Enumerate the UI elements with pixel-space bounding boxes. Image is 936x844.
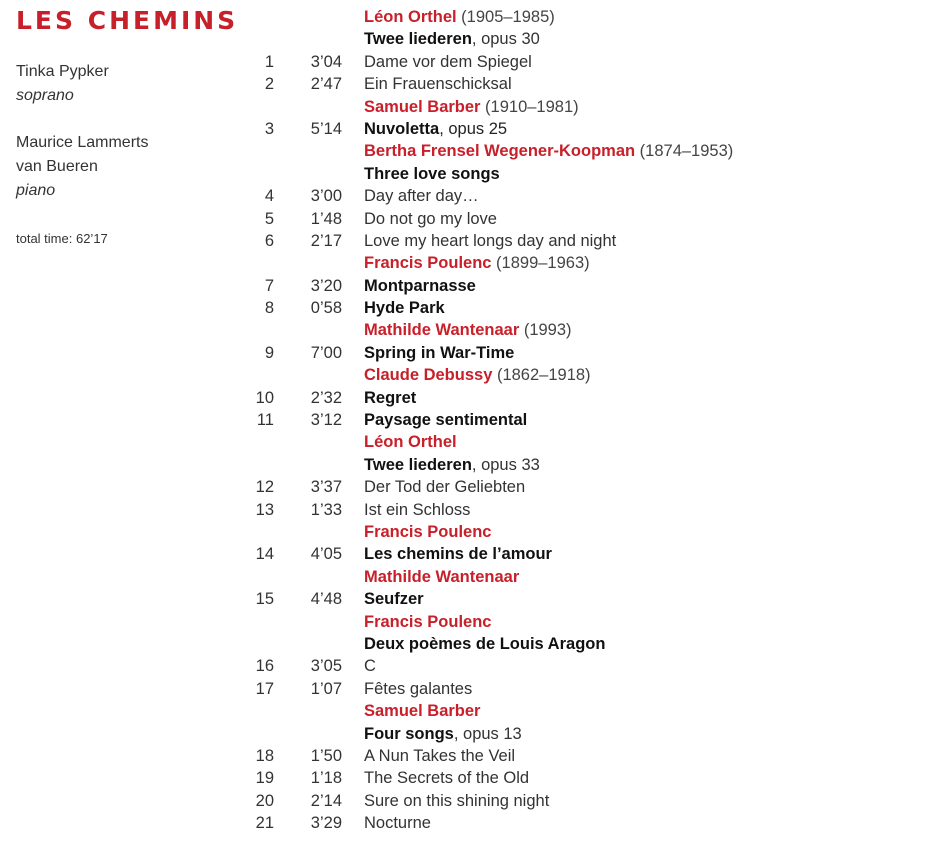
- track-row: [250, 275, 810, 297]
- track-row: [250, 387, 810, 409]
- composer-dates: (1993): [519, 321, 572, 340]
- track-title-wrap: [364, 655, 376, 677]
- track-row: [250, 767, 810, 789]
- track-number: 20: [255, 791, 274, 810]
- track-title: Nuvoletta: [364, 119, 440, 138]
- track-number: 1: [264, 52, 274, 71]
- track-row: [250, 51, 810, 73]
- work-opus: , opus 30: [471, 30, 540, 49]
- track-duration: 3’12: [310, 411, 342, 430]
- track-title-wrap: [364, 767, 529, 789]
- work-row: [250, 723, 810, 745]
- track-duration: 3’05: [310, 657, 342, 676]
- track-duration: 2’14: [310, 791, 342, 810]
- composer-name: Léon Orthel: [364, 8, 457, 26]
- composer-heading: [364, 96, 579, 118]
- track-title-wrap: [364, 73, 512, 95]
- track-duration: 3’20: [310, 276, 342, 295]
- track-title-wrap: [364, 342, 514, 364]
- track-title-wrap: [364, 812, 431, 834]
- performer-name: Tinka Pypker: [16, 63, 109, 80]
- track-duration: 1’18: [310, 769, 342, 788]
- track-duration: 4’05: [310, 545, 342, 564]
- work-opus: , opus 13: [453, 724, 522, 743]
- work-title: Three love songs: [364, 164, 500, 183]
- track-duration: 3’00: [310, 187, 342, 206]
- track-row: [250, 745, 810, 767]
- track-title-wrap: [364, 745, 515, 767]
- composer-name: Claude Debussy: [364, 366, 493, 385]
- composer-dates: (1862–1918): [492, 366, 591, 385]
- track-title-wrap: [364, 476, 525, 498]
- track-duration: 2’32: [310, 388, 342, 407]
- track-title-wrap: [364, 588, 424, 610]
- composer-name: Francis Poulenc: [364, 254, 492, 273]
- composer-name: Bertha Frensel Wegener-Koopman: [364, 142, 636, 161]
- track-number: 8: [264, 299, 274, 318]
- composer-heading: [364, 6, 555, 28]
- work-opus: , opus 33: [471, 455, 540, 474]
- work-row: [250, 633, 810, 655]
- track-number: 13: [255, 500, 274, 519]
- track-duration: 2’17: [310, 231, 342, 250]
- track-row: [250, 73, 810, 95]
- composer-row: [250, 364, 810, 386]
- track-row: [250, 476, 810, 498]
- track-title-wrap: [364, 409, 527, 431]
- track-title: Love my heart longs day and night: [364, 231, 617, 250]
- composer-heading: [364, 611, 491, 633]
- work-title: Twee liederen: [364, 30, 472, 49]
- composer-heading: [364, 431, 457, 453]
- composer-row: [250, 96, 810, 118]
- track-title: Ist ein Schloss: [364, 500, 471, 519]
- track-duration: 1’48: [310, 209, 342, 228]
- track-number: 2: [264, 75, 274, 94]
- work-row: [250, 454, 810, 476]
- track-number: 6: [264, 231, 274, 250]
- track-row: [250, 655, 810, 677]
- work-title: Four songs: [364, 724, 454, 743]
- composer-row: [250, 319, 810, 341]
- composer-heading: [364, 364, 591, 386]
- track-title: Regret: [364, 388, 417, 407]
- track-row: [250, 297, 810, 319]
- track-title-wrap: [364, 51, 532, 73]
- composer-name: Samuel Barber: [364, 702, 481, 721]
- composer-row: [250, 6, 810, 28]
- track-duration: 0’58: [310, 299, 342, 318]
- track-duration: 3’04: [310, 52, 342, 71]
- work-heading: [364, 28, 540, 50]
- track-title-wrap: [364, 297, 445, 319]
- composer-row: [250, 700, 810, 722]
- track-number: 16: [255, 657, 274, 676]
- track-number: 7: [264, 276, 274, 295]
- composer-dates: (1899–1963): [491, 254, 590, 273]
- track-title: Dame vor dem Spiegel: [364, 52, 532, 71]
- composer-heading: [364, 700, 480, 722]
- track-number: 3: [264, 119, 274, 138]
- performer-piano: [16, 131, 148, 203]
- track-title: Hyde Park: [364, 299, 445, 318]
- track-row: [250, 342, 810, 364]
- track-row: [250, 499, 810, 521]
- track-duration: 1’50: [310, 746, 342, 765]
- track-title-wrap: [364, 499, 470, 521]
- track-duration: 1’07: [310, 679, 342, 698]
- track-row: [250, 118, 810, 140]
- track-title: The Secrets of the Old: [364, 769, 530, 788]
- work-title: Twee liederen: [364, 455, 472, 474]
- composer-heading: [364, 566, 519, 588]
- track-number: 18: [255, 746, 274, 765]
- composer-row: [250, 252, 810, 274]
- track-number: 12: [255, 478, 274, 497]
- track-row: [250, 409, 810, 431]
- composer-row: [250, 611, 810, 633]
- track-title-wrap: [364, 208, 497, 230]
- composer-row: [250, 566, 810, 588]
- track-title: Sure on this shining night: [364, 791, 550, 810]
- track-opus: , opus 25: [439, 119, 508, 138]
- composer-heading: [364, 252, 590, 274]
- performer-name-line-1: Maurice Lammerts: [16, 134, 149, 151]
- track-title-wrap: [364, 790, 549, 812]
- composer-name: Léon Orthel: [364, 433, 457, 452]
- track-number: 14: [255, 545, 274, 564]
- composer-name: Samuel Barber: [364, 97, 481, 116]
- performer-name-line-2: van Bueren: [16, 158, 98, 175]
- track-title-wrap: [364, 230, 616, 252]
- track-number: 11: [256, 411, 274, 430]
- composer-row: [250, 431, 810, 453]
- track-row: [250, 185, 810, 207]
- track-number: 21: [255, 814, 274, 833]
- composer-dates: (1905–1985): [456, 8, 555, 26]
- track-title: Seufzer: [364, 590, 424, 609]
- composer-name: Mathilde Wantenaar: [364, 567, 520, 586]
- track-title: A Nun Takes the Veil: [364, 746, 516, 765]
- track-title-wrap: [364, 387, 416, 409]
- track-title: Day after day…: [364, 187, 479, 206]
- track-title: Do not go my love: [364, 209, 497, 228]
- track-title-wrap: [364, 678, 472, 700]
- composer-row: [250, 140, 810, 162]
- work-heading: [364, 454, 540, 476]
- composer-row: [250, 521, 810, 543]
- track-title-wrap: [364, 543, 552, 565]
- track-duration: 3’37: [310, 478, 342, 497]
- track-title: Spring in War-Time: [364, 343, 515, 362]
- track-duration: 4’48: [310, 590, 342, 609]
- track-number: 17: [255, 679, 274, 698]
- track-title-wrap: [364, 275, 476, 297]
- track-duration: 2’47: [310, 75, 342, 94]
- track-row: [250, 230, 810, 252]
- composer-heading: [364, 140, 733, 162]
- track-number: 15: [255, 590, 274, 609]
- track-row: [250, 543, 810, 565]
- track-title: Nocturne: [364, 814, 431, 833]
- track-number: 19: [255, 769, 274, 788]
- track-title: Paysage sentimental: [364, 411, 528, 430]
- composer-name: Francis Poulenc: [364, 612, 492, 631]
- composer-heading: [364, 521, 491, 543]
- track-duration: 5’14: [310, 119, 342, 138]
- composer-dates: (1874–1953): [635, 142, 734, 161]
- track-title: Ein Frauenschicksal: [364, 75, 512, 94]
- track-title: Montparnasse: [364, 276, 476, 295]
- total-time: total time: 62’17: [16, 231, 108, 246]
- track-number: 10: [255, 388, 274, 407]
- track-duration: 7’00: [310, 343, 342, 362]
- work-heading: [364, 163, 500, 185]
- track-row: [250, 588, 810, 610]
- performer-role: soprano: [16, 87, 74, 104]
- track-number: 4: [264, 187, 274, 206]
- tracklist: [250, 6, 810, 834]
- composer-heading: [364, 319, 572, 341]
- track-title: Les chemins de l’amour: [364, 545, 552, 564]
- performer-role: piano: [16, 182, 56, 199]
- track-title-wrap: [364, 118, 507, 140]
- track-row: [250, 678, 810, 700]
- composer-name: Mathilde Wantenaar: [364, 321, 520, 340]
- track-title: C: [364, 657, 376, 676]
- album-title: LES CHEMINS: [16, 6, 239, 35]
- track-duration: 1’33: [310, 500, 342, 519]
- work-row: [250, 28, 810, 50]
- composer-name: Francis Poulenc: [364, 522, 492, 541]
- track-duration: 3’29: [310, 814, 342, 833]
- work-heading: [364, 633, 605, 655]
- track-title-wrap: [364, 185, 479, 207]
- track-row: [250, 790, 810, 812]
- track-number: 5: [264, 209, 274, 228]
- track-row: [250, 812, 810, 834]
- composer-dates: (1910–1981): [480, 97, 579, 116]
- track-row: [250, 208, 810, 230]
- work-row: [250, 163, 810, 185]
- track-title: Fêtes galantes: [364, 679, 473, 698]
- performer-soprano: [16, 60, 109, 108]
- track-title: Der Tod der Geliebten: [364, 478, 526, 497]
- work-heading: [364, 723, 522, 745]
- track-number: 9: [264, 343, 274, 362]
- work-title: Deux poèmes de Louis Aragon: [364, 634, 606, 653]
